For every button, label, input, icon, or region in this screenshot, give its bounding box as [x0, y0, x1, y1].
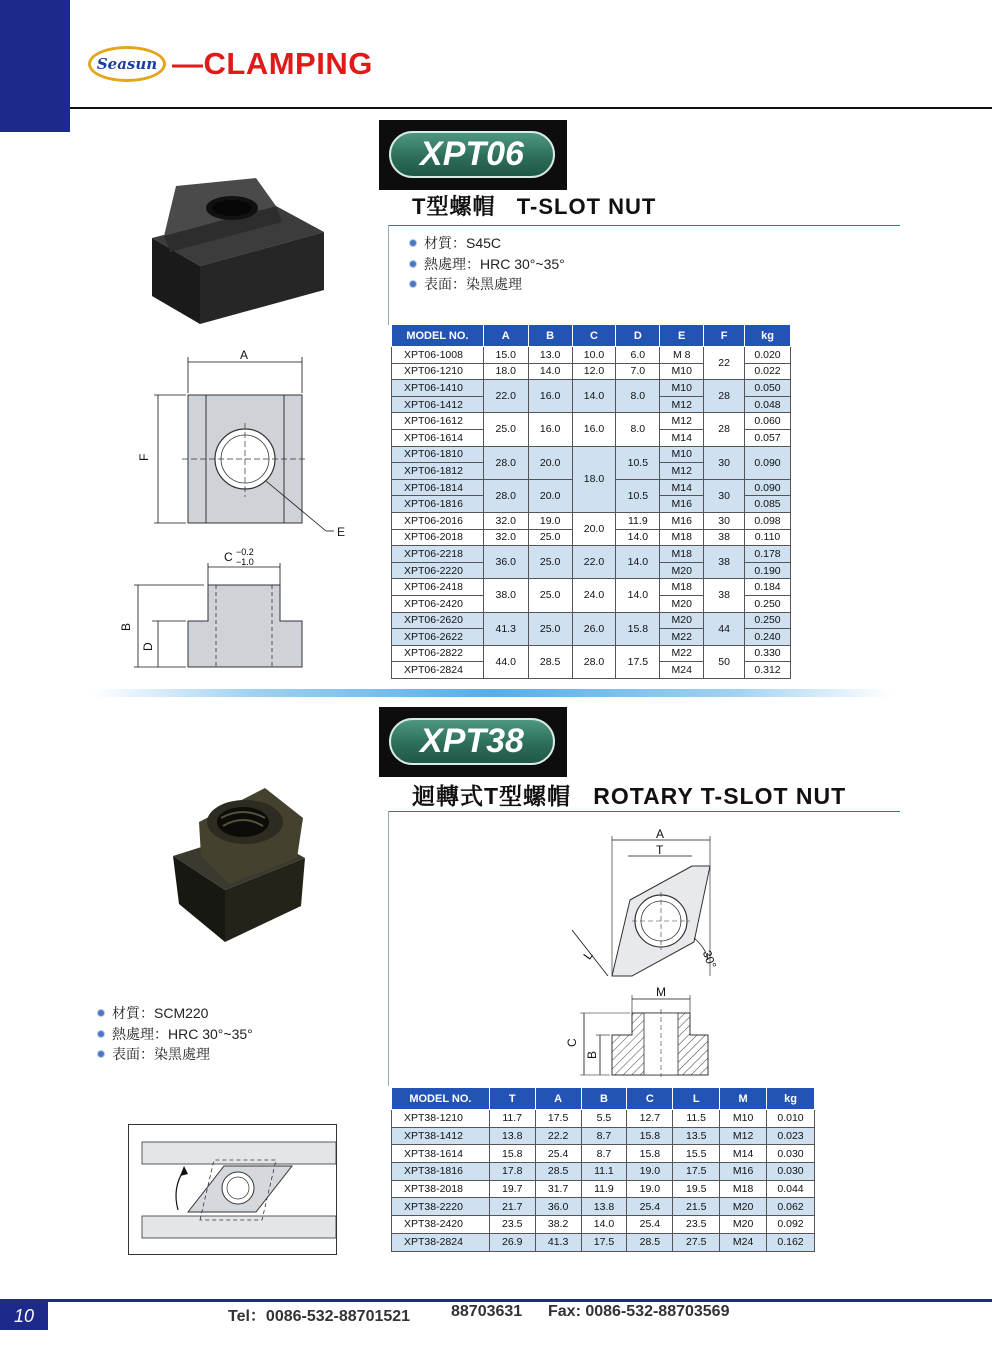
table-row: XPT06-2218 36.0 25.0 22.0 14.0 M18 38 0.178	[392, 546, 791, 563]
bullet-icon	[98, 1051, 104, 1057]
dim-label-M: M	[656, 985, 666, 999]
col-header-a: A	[535, 1088, 581, 1110]
xpt06-side-view-drawing	[112, 545, 332, 675]
dim-label-T: T	[656, 843, 664, 857]
xpt38-tag-label: XPT38	[389, 718, 555, 765]
xpt06-tag-label: XPT06	[389, 131, 555, 178]
xpt06-spec-table	[391, 324, 791, 679]
table-header-row	[392, 1088, 815, 1110]
dim-label-C: C	[224, 550, 233, 564]
xpt06-top-view-drawing	[130, 345, 355, 545]
list-item: 表面：染黑處理	[98, 1044, 253, 1065]
dim-C-tol-lower: −1.0	[236, 557, 254, 567]
table-row: XPT38-1614 15.8 25.4 8.7 15.8 15.5 M14 0.030	[392, 1145, 815, 1163]
xpt38-spec-list	[98, 1003, 253, 1065]
xpt06-title	[412, 190, 656, 221]
section-divider	[92, 689, 892, 697]
xpt38-title-cn: 迴轉式T型螺帽	[412, 783, 572, 809]
col-header-e: E	[660, 325, 704, 347]
table-row: XPT06-1816 M16 0.085	[392, 496, 791, 513]
bullet-icon	[410, 281, 416, 287]
footer-fax: Fax: 0086-532-88703569	[548, 1303, 730, 1320]
table-row: XPT06-1814 28.0 20.0 10.5 M14 30 0.090	[392, 479, 791, 496]
dim-label-A: A	[240, 348, 249, 362]
header-blue-block	[0, 0, 70, 132]
xpt38-title-rule	[388, 811, 900, 812]
table-row: XPT06-1008 15.0 13.0 10.0 6.0 M 8 22 0.020	[392, 347, 791, 364]
table-row: XPT38-2018 19.7 31.7 11.9 19.0 19.5 M18 0.044	[392, 1180, 815, 1198]
brand-logo-text: Seasun	[96, 55, 158, 73]
xpt38-rotation-illustration	[128, 1124, 338, 1256]
table-row: XPT06-2420 M20 0.250	[392, 595, 791, 612]
page-number: 10	[0, 1302, 48, 1330]
list-item: 材質：SCM220	[98, 1003, 253, 1024]
dim-label-A: A	[656, 827, 665, 841]
col-header-c: C	[627, 1088, 673, 1110]
table-row: XPT38-1412 13.8 22.2 8.7 15.8 13.5 M12 0.023	[392, 1127, 815, 1145]
table-row: XPT06-1412 M12 0.048	[392, 396, 791, 413]
dim-label-angle: 30°	[699, 948, 720, 971]
xpt06-title-rule	[388, 225, 900, 226]
table-row: XPT06-1614 M14 0.057	[392, 429, 791, 446]
dim-label-C: C	[565, 1038, 579, 1047]
xpt38-tag	[379, 707, 567, 777]
table-row: XPT06-2622 M22 0.240	[392, 629, 791, 646]
bullet-icon	[410, 240, 416, 246]
dim-label-B: B	[585, 1050, 599, 1059]
table-row: XPT06-2016 32.0 19.0 20.0 11.9 M16 30 0.098	[392, 512, 791, 529]
xpt06-tag	[379, 120, 567, 190]
table-row: XPT06-2824 M24 0.312	[392, 662, 791, 679]
bullet-icon	[410, 261, 416, 267]
dim-label-D: D	[141, 642, 155, 651]
bullet-icon	[98, 1010, 104, 1016]
dim-label-F: F	[137, 453, 151, 461]
list-item: 熱處理：HRC 30°~35°	[98, 1024, 253, 1045]
dim-label-E: E	[337, 525, 346, 539]
table-row: XPT06-1812 M12	[392, 463, 791, 480]
col-header-f: F	[704, 325, 745, 347]
xpt38-title	[412, 778, 846, 811]
table-row: XPT06-1612 25.0 16.0 16.0 8.0 M12 28 0.060	[392, 413, 791, 430]
xpt38-title-en: ROTARY T-SLOT NUT	[593, 783, 847, 809]
list-item: 熱處理：HRC 30°~35°	[410, 254, 565, 275]
table-row: XPT38-1816 17.8 28.5 11.1 19.0 17.5 M16 0.030	[392, 1163, 815, 1181]
col-header-b: B	[528, 325, 572, 347]
table-header-row	[392, 325, 791, 347]
col-header-l: L	[673, 1088, 720, 1110]
header-rule	[70, 107, 992, 109]
xpt06-title-en: T-SLOT NUT	[516, 194, 657, 219]
footer-rule	[0, 1299, 992, 1302]
table-row: XPT38-2220 21.7 36.0 13.8 25.4 21.5 M20 0.062	[392, 1198, 815, 1216]
table-row: XPT38-1210 11.7 17.5 5.5 12.7 11.5 M10 0.010	[392, 1110, 815, 1128]
table-row: XPT38-2824 26.9 41.3 17.5 28.5 27.5 M24 0.162	[392, 1233, 815, 1251]
list-item: 材質：S45C	[410, 233, 565, 254]
table-row: XPT06-2620 41.3 25.0 26.0 15.8 M20 44 0.250	[392, 612, 791, 629]
table-row: XPT06-2220 M20 0.190	[392, 562, 791, 579]
table-row: XPT06-2018 32.0 25.0 14.0 M18 38 0.110	[392, 529, 791, 546]
col-header-kg: kg	[767, 1088, 815, 1110]
footer-tel: Tel：0086-532-88701521	[228, 1308, 411, 1325]
xpt06-side-rule	[388, 225, 389, 325]
page-title: —CLAMPING	[172, 46, 373, 81]
bullet-icon	[98, 1031, 104, 1037]
col-header-a: A	[483, 325, 528, 347]
table-row: XPT06-2418 38.0 25.0 24.0 14.0 M18 38 0.184	[392, 579, 791, 596]
xpt38-top-view-drawing	[560, 826, 750, 996]
table-row: XPT06-1210 18.0 14.0 12.0 7.0 M10 0.022	[392, 363, 791, 380]
xpt06-spec-list	[410, 233, 565, 295]
xpt38-spec-table	[391, 1087, 815, 1252]
col-header-model: MODEL NO.	[392, 325, 484, 347]
col-header-c: C	[572, 325, 616, 347]
dim-label-B: B	[119, 622, 133, 631]
dim-C-tol-upper: −0.2	[236, 547, 254, 557]
xpt06-product-photo	[136, 178, 336, 328]
table-row: XPT06-1810 28.0 20.0 18.0 10.5 M10 30 0.090	[392, 446, 791, 463]
list-item: 表面：染黑處理	[410, 274, 565, 295]
col-header-d: D	[616, 325, 660, 347]
brand-logo	[88, 46, 166, 82]
dim-label-L: L	[580, 948, 596, 963]
xpt38-side-rule	[388, 811, 389, 1086]
table-row: XPT06-2822 44.0 28.5 28.0 17.5 M22 50 0.330	[392, 645, 791, 662]
col-header-kg: kg	[745, 325, 791, 347]
table-row: XPT06-1410 22.0 16.0 14.0 8.0 M10 28 0.050	[392, 380, 791, 397]
table-row: XPT38-2420 23.5 38.2 14.0 25.4 23.5 M20 0.092	[392, 1216, 815, 1234]
col-header-t: T	[489, 1088, 535, 1110]
xpt38-product-photo	[165, 780, 335, 950]
xpt38-side-view-drawing	[560, 985, 730, 1080]
col-header-b: B	[581, 1088, 627, 1110]
xpt06-title-cn: T型螺帽	[412, 194, 496, 219]
col-header-m: M	[720, 1088, 767, 1110]
col-header-model: MODEL NO.	[392, 1088, 490, 1110]
footer-tel2: 88703631	[451, 1303, 523, 1320]
